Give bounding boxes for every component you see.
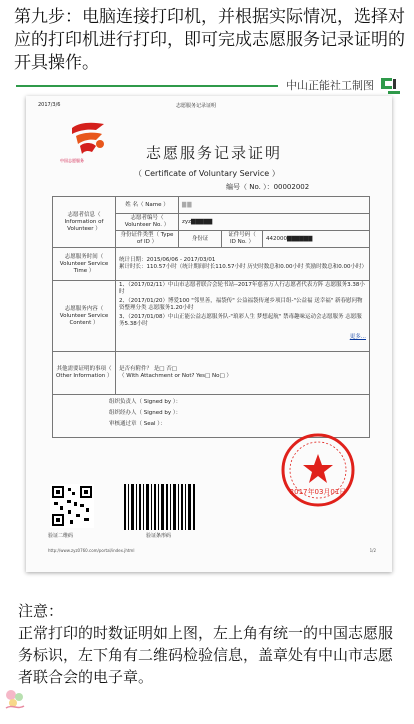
seal-date: 2017年03月01日 [289,488,347,496]
attachment-cell [116,352,370,395]
certificate-table [52,196,370,438]
step-instruction: 第九步：电脑连接打印机，并根据实际情况，选择对应的打印机进行打印，即可完成志愿服务记录证明的开具操作。 [14,7,405,73]
emblem-caption: 中国志愿服务 [60,158,84,163]
service-content-label: 志愿服务内容（ Volunteer Service Content ） [53,281,116,352]
id-type-label: 身份证件类型（ Type of ID ） [116,231,179,248]
print-header: 志愿服务记录证明 [176,103,217,109]
seal-label: 审核通过章（ Seal ）： [109,421,166,427]
id-type-value: 身份证 [179,231,222,248]
id-no-label: 证件号码（ ID No. ） [222,231,263,248]
service-time-cell [116,248,370,281]
brand-name: 中山正能社工制图 [286,79,374,92]
certificate-title: 志愿服务记录证明 [146,144,283,162]
official-seal-stamp [278,430,358,510]
qr-code-icon [50,484,94,528]
page-number: 1/2 [369,548,376,553]
volunteer-no-value: zyz▇▇▇▇▇ [179,214,370,231]
certificate-subtitle: （ Certificate of Voluntary Service ） [134,169,280,178]
note-text [18,600,402,688]
print-date: 2017/3/6 [38,102,61,108]
ribbon-flower-icon [2,686,28,712]
more-link[interactable]: 更多... [349,334,366,340]
volunteer-no-label: 志愿者编号（ Volunteer No. ） [116,214,179,231]
name-label: 姓 名（ Name ） [116,197,179,214]
barcode-icon [124,484,196,530]
service-time-label: 志愿服务时间（ Volunteer Service Time ） [53,248,116,281]
attachment-question: 是否有附件？ 是□ 否□ [119,366,177,372]
barcode-label: 验证条形码 [146,533,172,539]
service-content-item: 1、（2017/02/11）中山市志愿者联合会轮书站--2017年慈善万人行志愿者代表方阵 志愿服务3.38小时 [119,282,365,295]
service-content-cell [116,281,370,352]
footer-url: http://www.zyz0760.com/portal/index.jhtml [48,548,135,553]
service-content-item: 3、（2017/01/08）中山正能公益志愿服务队-"琅彩人生 梦想起航" 禁毒趣味运动会志愿服务 志愿服务5.38小时 [119,314,362,327]
note-paragraph: 注意： 正常打印的时数证明如上图，左上角有统一的中国志愿服务标识，左下角有二维码检验信息，盖章处有中山市志愿者联合会的电子章。 [18,602,394,686]
info-label: 志愿者信息（ Information of Volunteer ） [53,197,116,248]
name-value: ▇▇ [179,197,370,214]
id-no-value: 442000▇▇▇▇▇▇ [263,231,370,248]
attachment-question-en: （ With Attachment or Not? Yes□ No□ ） [119,373,232,379]
certificate-paper [26,96,392,572]
service-time-range: 统计日期：2015/06/06 - 2017/03/01 [119,257,216,263]
zhengneng-logo-icon [378,75,402,97]
certificate-number: 编号（ No. ）：00002002 [226,183,310,191]
service-content-item: 2、（2017/01/20）博爱100 "邻里善，福袋传" 公益福袋传递乡项目组-"公益福 送幸福" 新春慰问物资整理分类 志愿服务1.20小时 [119,298,363,311]
signer-leader: 组织负责人（ Signed by ）： [109,399,182,405]
qr-label: 验证二维码 [48,533,74,539]
service-time-total: 累计时长：110.57小时（统计期间时长110.57小时 历史时数总和0.00小时 奖励时数总和0.00小时） [119,264,367,270]
brand-divider [16,85,278,87]
other-info-label: 其他需要证明的事项（ Other Information ） [53,352,116,395]
signer-handler: 组织经办人（ Signed by ）： [109,410,182,416]
volunteer-heart-emblem-icon [66,120,110,156]
